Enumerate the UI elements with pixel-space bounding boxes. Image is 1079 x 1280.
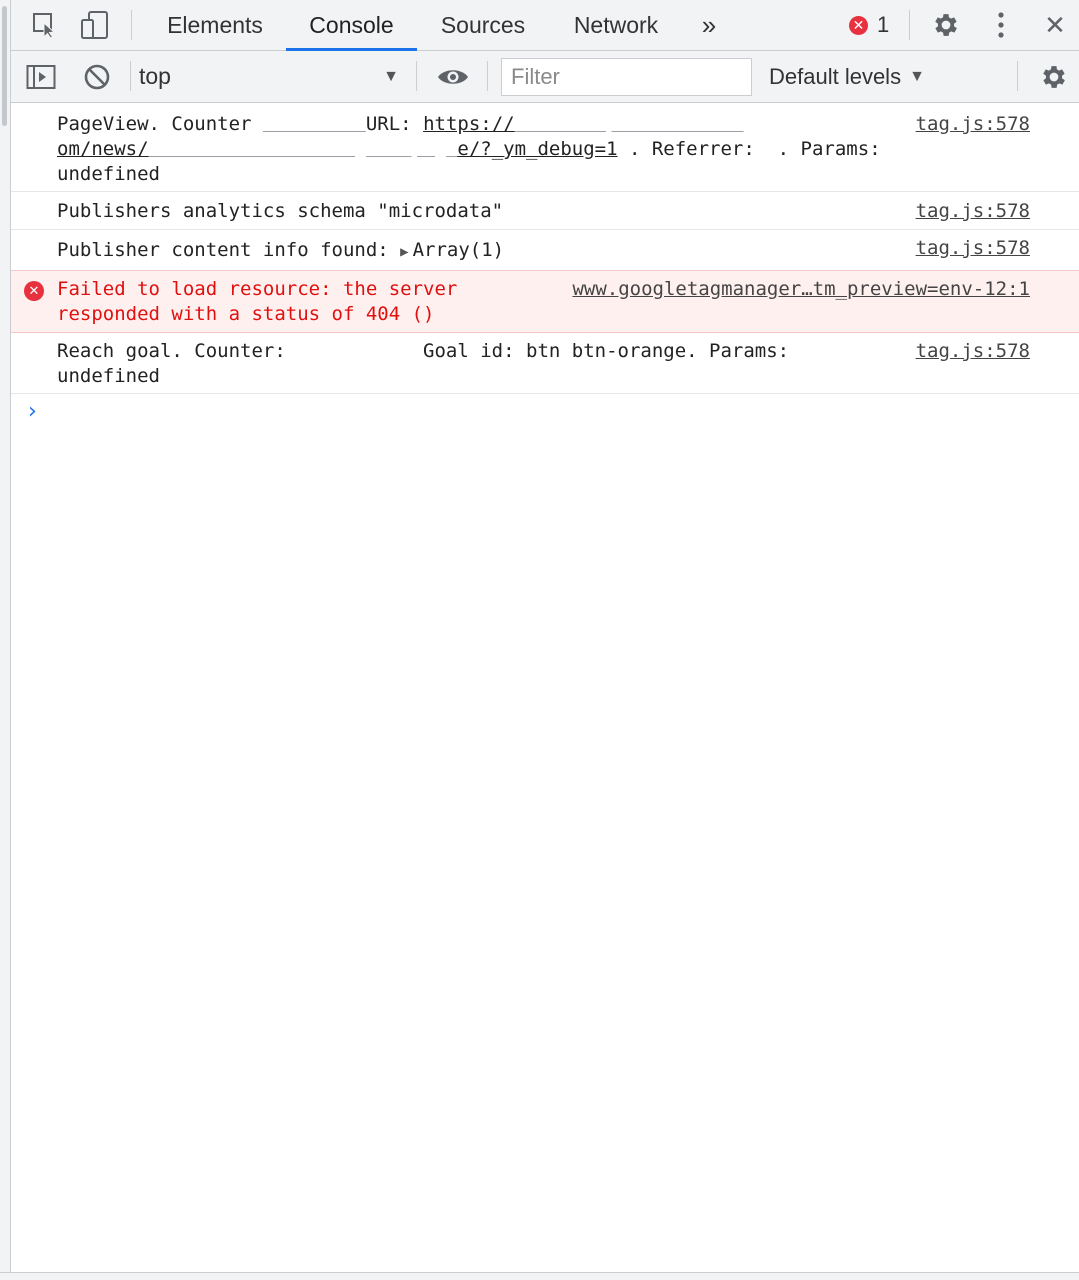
left-panel-edge [0, 0, 11, 1274]
console-prompt-chevron-icon[interactable]: › [28, 399, 37, 424]
tabbar-separator [909, 10, 910, 40]
tab-sources[interactable]: Sources [440, 11, 526, 38]
pageview-url-link-cont[interactable]: om/news/ e/?_ym_debug=1 [57, 138, 618, 160]
filter-input[interactable] [501, 58, 752, 96]
message-source-link[interactable]: tag.js:578 [915, 200, 1030, 222]
message-text: Publishers analytics schema "microdata" [57, 200, 504, 222]
console-settings-gear-icon[interactable] [1036, 51, 1072, 102]
message-source-link[interactable]: tag.js:578 [915, 237, 1030, 259]
toolbar-separator [130, 61, 131, 91]
tabbar-separator [131, 10, 132, 40]
console-error-message [11, 270, 1079, 333]
tab-elements[interactable]: Elements [167, 11, 263, 38]
more-tabs-button[interactable]: » [701, 9, 717, 40]
toolbar-separator [487, 61, 488, 91]
console-message-schema [11, 192, 1079, 230]
clear-console-icon[interactable] [79, 51, 115, 102]
message-text: PageView. Counter URL: https:// om/news/ e/?_ym_debug=1 . Referrer: . Params: undefined [57, 113, 881, 185]
gear-icon[interactable] [926, 0, 966, 50]
message-text: Reach goal. Counter: Goal id: btn btn-orange. Params: undefined [57, 340, 790, 387]
redacted-counter-id [297, 340, 411, 362]
toolbar-separator [416, 61, 417, 91]
error-icon: ✕ [24, 281, 44, 301]
toolbar-separator [1017, 61, 1018, 91]
tab-console[interactable]: Console [286, 0, 417, 50]
expandable-array[interactable]: ▶ Array(1) [400, 239, 504, 261]
show-sidebar-icon[interactable] [23, 51, 59, 102]
console-message-pageview [11, 103, 1079, 192]
expand-triangle-icon[interactable]: ▶ [400, 244, 409, 260]
log-levels-dropdown[interactable] [769, 51, 925, 102]
close-icon[interactable]: ✕ [1044, 9, 1066, 40]
devtools-tabbar [11, 0, 1079, 51]
device-toolbar-icon[interactable] [75, 0, 115, 50]
error-count-badge[interactable] [849, 0, 889, 50]
redacted-counter-id [263, 113, 366, 135]
context-value: top [139, 63, 171, 89]
console-message-content-info [11, 230, 1079, 270]
chevron-down-icon: ▼ [909, 67, 925, 85]
levels-label: Default levels [769, 63, 902, 89]
error-count: 1 [877, 12, 890, 37]
console-messages [11, 103, 1079, 424]
tab-network[interactable]: Network [573, 11, 659, 38]
chevron-down-icon: ▼ [383, 67, 399, 85]
console-toolbar [11, 51, 1079, 103]
execution-context-select[interactable] [139, 51, 405, 102]
message-text: Publisher content info found: ▶ Array(1) [57, 238, 903, 265]
live-expression-eye-icon[interactable] [434, 51, 472, 102]
more-options-icon[interactable] [986, 0, 1016, 50]
pageview-url-link[interactable]: https:// [423, 113, 515, 135]
inspect-element-icon[interactable] [25, 0, 65, 50]
error-source-link[interactable]: www.googletagmanager…tm_preview=env-12:1 [572, 278, 1030, 300]
message-source-link[interactable]: tag.js:578 [915, 113, 1030, 135]
error-icon: ✕ [849, 16, 868, 35]
error-text: Failed to load resource: the server responded with a status of 404 () [57, 278, 458, 325]
console-message-reach-goal [11, 333, 1079, 394]
bottom-edge [0, 1272, 1079, 1280]
scroll-thumb[interactable] [2, 6, 7, 126]
message-source-link[interactable]: tag.js:578 [915, 340, 1030, 362]
